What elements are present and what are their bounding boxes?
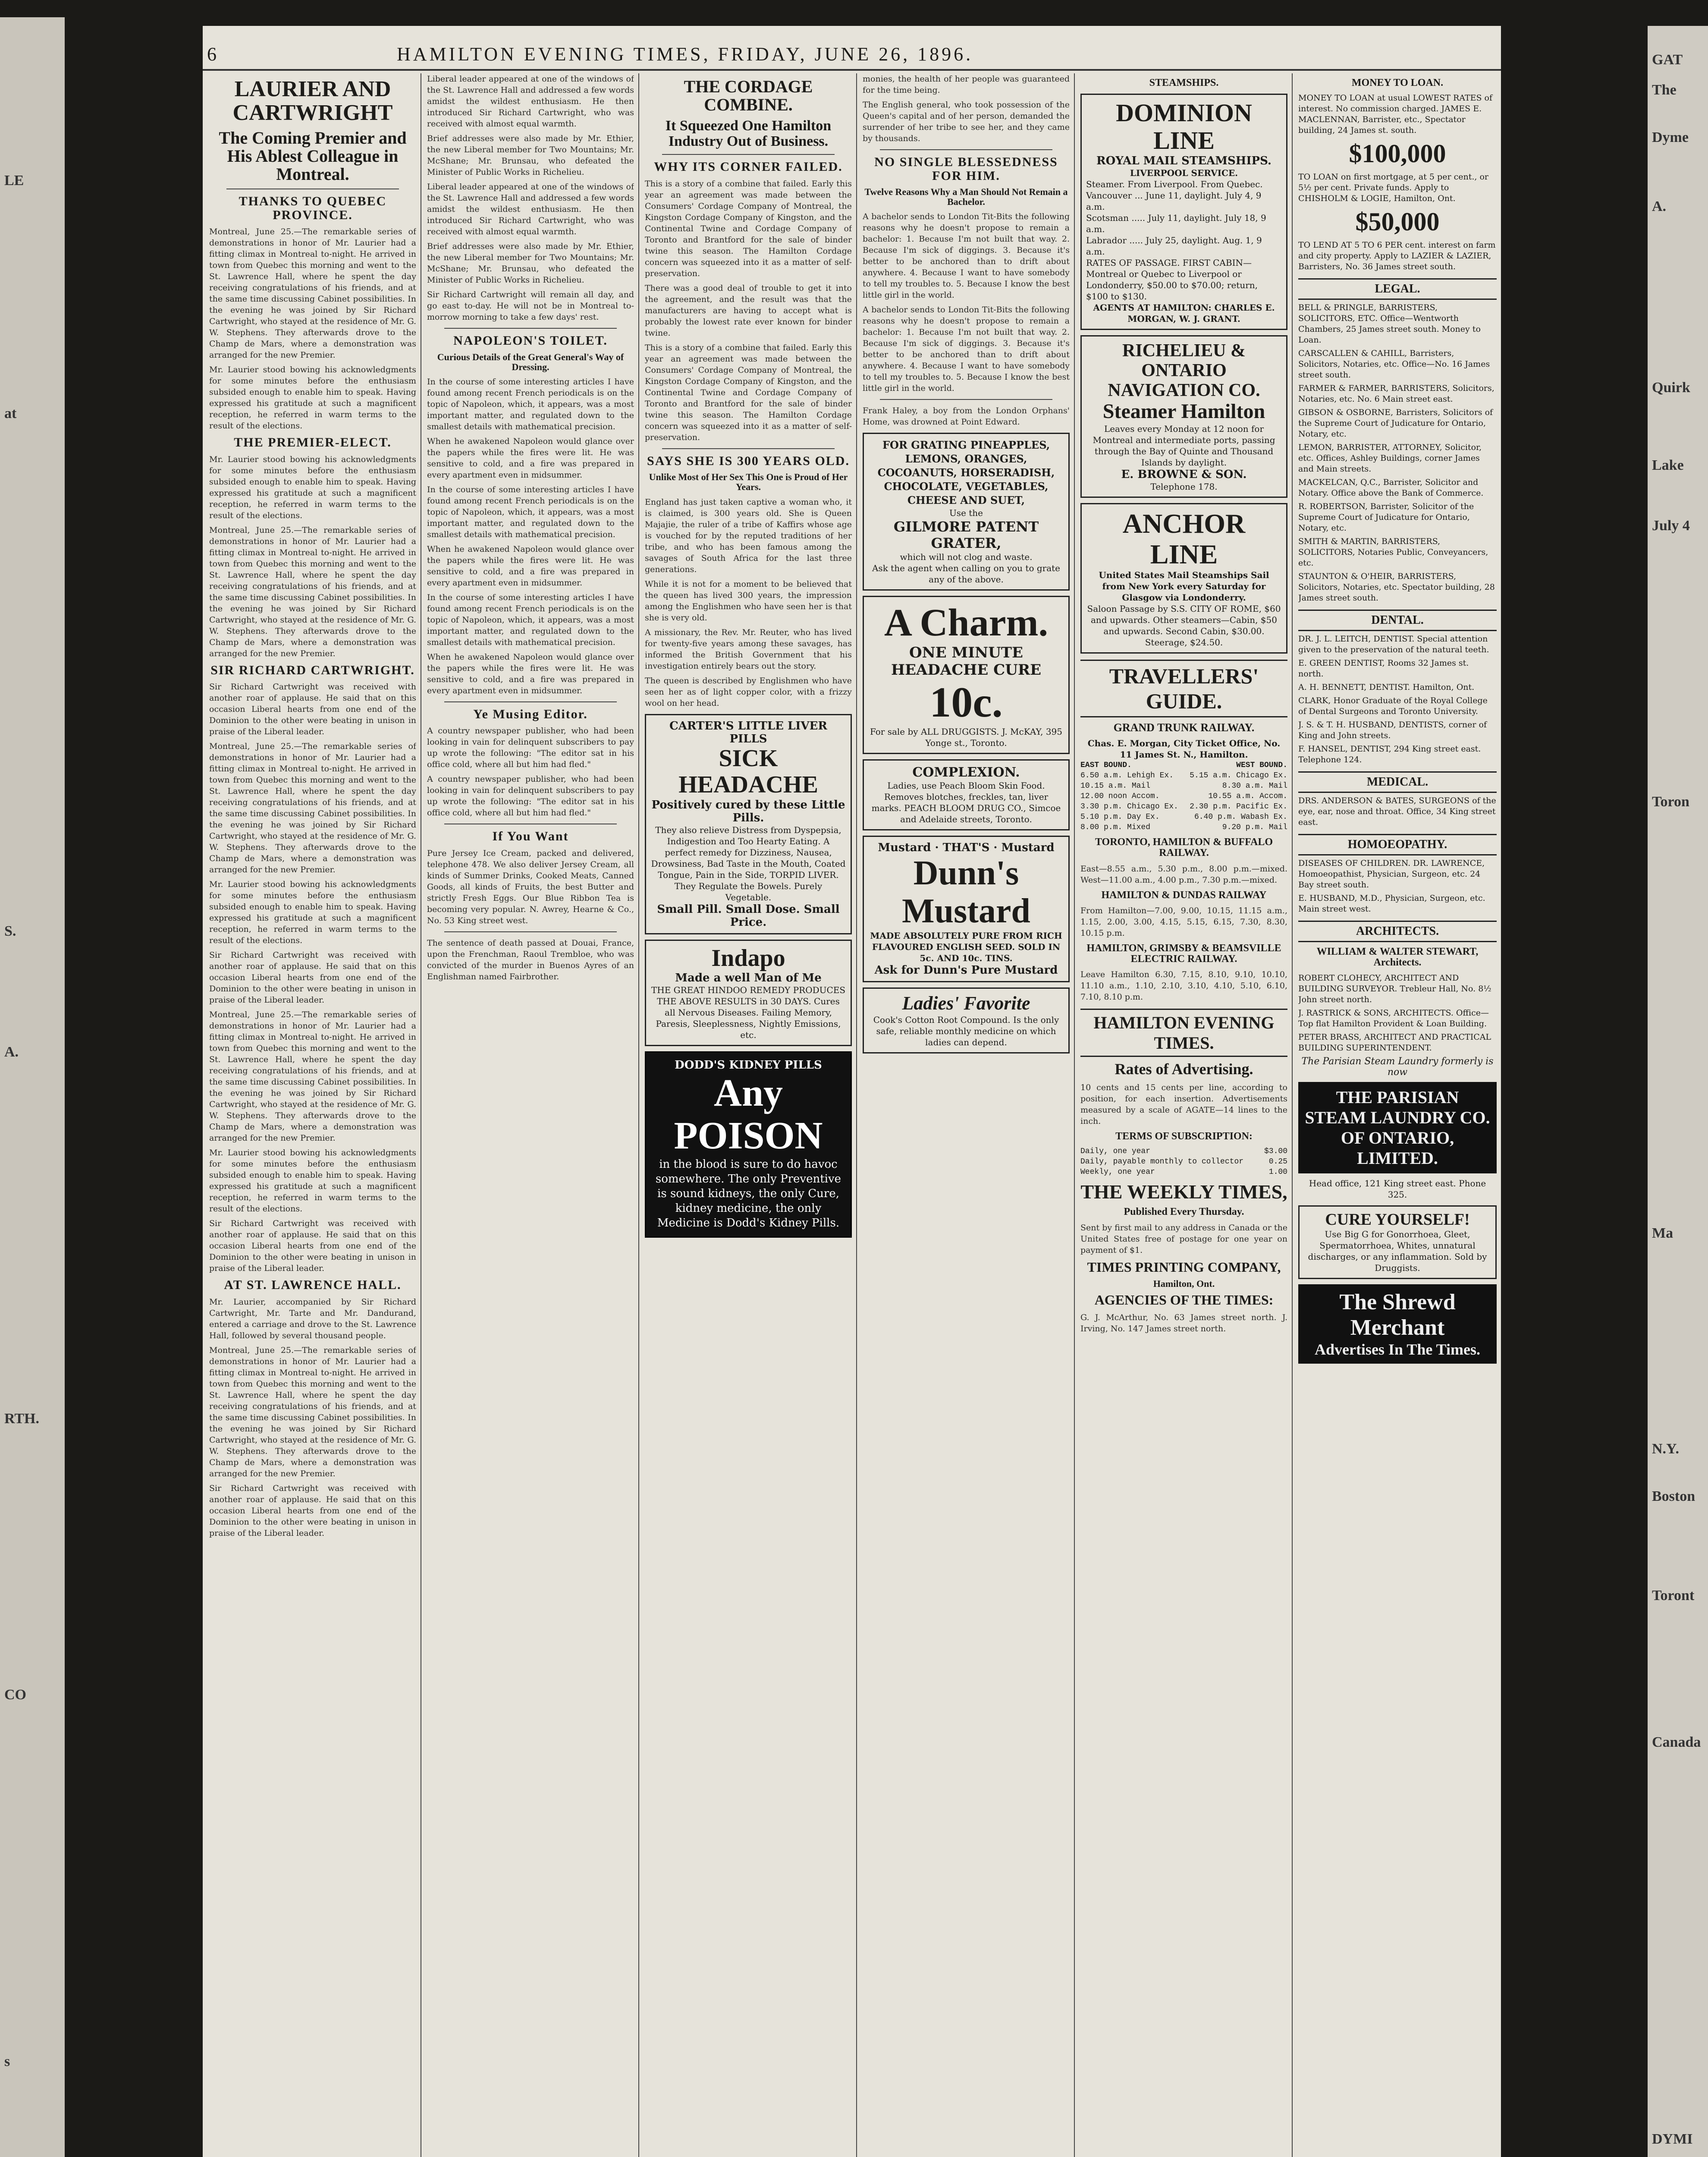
professional-card: F. HANSEL, DENTIST, 294 King street east. Telephone 124. [1298, 744, 1481, 765]
article-paragraph: England has just taken captive a woman who, it is claimed, is 300 years old. She is Queen Majajie, the ruler of a tribe of Kaffirs whose age is vouched for by the reputed traditions of her tribe, and who has been famous among the savages of South Africa for the last three generations. [645, 497, 852, 574]
article-paragraph: In the course of some interesting articles I have found among recent French periodicals is on the topic of Napoleon, which, it appears, was a most important matter, and regulated down to the smallest details with mathematical precision. [427, 377, 634, 431]
edge-word: GAT [1652, 52, 1683, 68]
architect-card: J. RASTRICK & SONS, ARCHITECTS. Office—Top flat Hamilton Provident & Loan Building. [1298, 1008, 1489, 1028]
timetable-row [1080, 802, 1287, 812]
terms-row [1080, 1167, 1287, 1177]
dental-heading: DENTAL. [1298, 610, 1497, 631]
section-heading: THANKS TO QUEBEC PROVINCE. [239, 194, 387, 222]
section-heading: THE PREMIER-ELECT. [234, 435, 392, 450]
ad-title: The Shrewd Merchant [1339, 1290, 1456, 1340]
ad-subtitle: United States Mail Steamships Sail from New York every Saturday for Glasgow via Londonderry. [1099, 569, 1269, 603]
article-paragraph: Mr. Laurier stood bowing his acknowledgments for some minutes before the enthusiasm subsided enough to enable him to speak. Having expressed his gratitude at such a magnificent reception, he referred in warm terms to the result of the elections. [209, 365, 416, 431]
ad-text: which will not clog and waste. [900, 552, 1033, 563]
edge-word: A. [1652, 198, 1667, 214]
section-heading: NAPOLEON'S TOILET. [453, 333, 608, 348]
ad-tagline: Small Pill. Small Dose. Small Price. [657, 902, 840, 929]
timetable-row [1080, 812, 1287, 822]
ad-title: GILMORE PATENT GRATER, [893, 519, 1039, 552]
legal-card: STAUNTON & O'HEIR, BARRISTERS, Solicitors, Notaries, etc. Spectator building, 28 James street south. [1298, 572, 1495, 603]
ad-price: 10c. [929, 678, 1003, 726]
ad-subtitle: ROYAL MAIL STEAMSHIPS. [1096, 154, 1272, 167]
schedule-row: Steamer. From Liverpool. From Quebec. [1086, 179, 1263, 189]
article-paragraph: A bachelor sends to London Tit-Bits the following reasons why he doesn't propose to remain a bachelor: 1. Because I'm not built that way. 2. Because I'm sick of diggings. 3. Because it's better to be anchored than to drift about anywhere. 4. Because I want to have somebody to tell my troubles to. 5. Because I know the best little girl in the world. [863, 212, 1070, 300]
railway-name: HAMILTON, GRIMSBY & BEAMSVILLE ELECTRIC RAILWAY. [1086, 942, 1281, 965]
article-paragraph: This is a story of a combine that failed. Early this year an agreement was made between the Consumers' Cordage Company of Montreal, the Kingston Cordage Company of Kingston, and the Continental Twine and Cordage Company of Toronto and Brantford for the sale of binder twine this season. The Hamilton Cordage concern was squeezed into it as a matter of self-preservation. [645, 179, 852, 278]
east-train: 8.00 p.m. Mixed [1080, 823, 1151, 832]
article-paragraph: Sir Richard Cartwright was received with another roar of applause. He said that on this occasion Liberal hearts from one end of the Dominion to the other were beating in unison in praise of the Liberal leader. [209, 1219, 416, 1273]
laundry-address: Head office, 121 King street east. Phone 325. [1309, 1178, 1486, 1200]
terms-row [1080, 1157, 1287, 1167]
article-paragraph: Brief addresses were also made by Mr. Ethier, the new Liberal member for Two Mountains; Mr. McShane; Mr. Brunsau, who defeated the Minister of Public Works in Richelieu. [427, 242, 634, 285]
dental-card: E. GREEN DENTIST, Rooms 32 James st. north. [1298, 658, 1469, 679]
running-head: HAMILTON EVENING TIMES, FRIDAY, JUNE 26, 1896. [397, 44, 973, 65]
travellers-guide-title: TRAVELLERS' GUIDE. [1080, 660, 1287, 717]
west-train: 5.15 a.m. Chicago Ex. [1190, 771, 1287, 780]
edge-word: DYMI [1652, 2131, 1693, 2147]
richelieu-ontario-ad [1080, 335, 1287, 498]
railway-name: HAMILTON & DUNDAS RAILWAY [1101, 889, 1267, 901]
schedule-row: Scotsman ..... July 11, daylight. July 18, 9 a.m. [1086, 212, 1266, 234]
edge-word: RTH. [4, 1411, 39, 1427]
legal-cards [1298, 302, 1497, 604]
newspaper-page [203, 26, 1501, 2157]
homeopathy-card: DISEASES OF CHILDREN. DR. LAWRENCE, Homoeopathist, Physician, Surgeon, etc. 24 Bay street south. [1298, 858, 1485, 890]
subheadline: Twelve Reasons Why a Man Should Not Remain a Bachelor. [864, 186, 1068, 208]
legal-card: CARSCALLEN & CAHILL, Barristers, Solicitors, Notaries, etc. Office—No. 16 James street south. [1298, 349, 1490, 380]
section-heading: Ye Musing Editor. [473, 707, 588, 721]
west-train: 6.40 p.m. Wabash Ex. [1194, 813, 1287, 822]
west-train: 8.30 a.m. Mail [1222, 782, 1287, 791]
article-paragraph: A country newspaper publisher, who had been looking in vain for delinquent subscribers to pay up wrote the following: "The editor sat in his office cold, where all but him had fled." [427, 726, 634, 770]
terms-heading: TERMS OF SUBSCRIPTION: [1115, 1130, 1253, 1142]
weekly-times-text: Sent by first mail to any address in Canada or the United States free of postage for one year on payment of $1. [1080, 1223, 1287, 1255]
article-paragraph: When he awakened Napoleon would glance over the papers while the fires were lit. He was sensitive to cold, and a fire was prepared in every apartment even in midsummer. [427, 544, 634, 588]
homeopathy-card: E. HUSBAND, M.D., Physician, Surgeon, etc. Main street west. [1298, 893, 1485, 914]
article-paragraph: The queen is described by Englishmen who have seen her as of light copper color, with a frizzy wool on her head. [645, 676, 852, 708]
ad-text: Ladies, use Peach Bloom Skin Food. Removes blotches, freckles, tan, liver marks. PEACH BLOOM DRUG CO., Simcoe and Adelaide streets, Toronto. [871, 780, 1061, 825]
section-heading: STEAMSHIPS. [1149, 77, 1219, 88]
edge-word: Boston [1652, 1488, 1695, 1504]
article-paragraph: Liberal leader appeared at one of the windows of the St. Lawrence Hall and addressed a few words amidst the wildest enthusiasm. He then introduced Sir Richard Cartwright, who was received with almost equal warmth. [427, 182, 634, 236]
dunns-mustard-ad [863, 836, 1070, 982]
edge-word: LE [4, 173, 24, 189]
ad-subtitle: Positively cured by these Little Pills. [651, 798, 845, 824]
professional-card: DRS. ANDERSON & BATES, SURGEONS of the eye, ear, nose and throat. Office, 34 King street east. [1298, 796, 1496, 827]
ticket-office: Chas. E. Morgan, City Ticket Office, No. 11 James St. N., Hamilton. [1087, 738, 1281, 760]
column-3 [645, 73, 852, 2157]
edge-word: s [4, 2053, 10, 2069]
east-bound-label: EAST BOUND. [1080, 761, 1132, 770]
indapo-ad [645, 940, 852, 1047]
ad-title: CURE YOURSELF! [1325, 1210, 1470, 1229]
divider [662, 448, 835, 449]
carters-pills-ad [645, 714, 852, 934]
legal-card: SMITH & MARTIN, BARRISTERS, SOLICITORS, Notaries Public, Conveyancers, etc. [1298, 537, 1488, 568]
edge-word: Lake [1652, 457, 1684, 473]
headache-cure-ad [863, 596, 1070, 754]
edge-word: CO [4, 1687, 26, 1703]
terms-price: 0.25 [1268, 1157, 1287, 1167]
dominion-line-ad [1080, 94, 1287, 330]
column-rule [856, 73, 857, 2157]
ad-title: COMPLEXION. [912, 765, 1020, 780]
times-title: HAMILTON EVENING TIMES. [1080, 1009, 1287, 1057]
ad-text: Cook's Cotton Root Compound. Is the only safe, reliable monthly medicine on which ladies can depend. [873, 1014, 1059, 1047]
dental-card: A. H. BENNETT, DENTIST. Hamilton, Ont. [1298, 682, 1475, 692]
parisian-laundry-ad: THE PARISIAN STEAM LAUNDRY CO. OF ONTARIO, LIMITED. [1298, 1082, 1497, 1173]
subheadline: The Coming Premier and His Ablest Colleague in Montreal. [219, 128, 407, 184]
section-heading: If You Want [492, 829, 569, 844]
timetable-header [1080, 760, 1287, 770]
article-paragraph: Montreal, June 25.—The remarkable series of demonstrations in honor of Mr. Laurier had a fitting climax in Montreal to-night. He arrived in town from Quebec this morning and went to the St. Lawrence Hall, where he spent the day receiving congratulations of his friends, and at the same time discussing Cabinet possibilities. In the evening he was joined by Sir Richard Cartwright, who stayed at the residence of Mr. G. W. Stephens. They afterwards drove to the Champ de Mars, where a demonstration was arranged for the new Premier. [209, 1010, 416, 1143]
rates-text: 10 cents and 15 cents per line, according to position, for each insertion. Advertisements measured by a scale of AGATE—14 lines to the inch. [1080, 1082, 1287, 1126]
previous-page-edge [0, 17, 65, 2157]
column-rule [1292, 73, 1293, 2157]
ad-text: Telephone 178. [1150, 481, 1218, 492]
architect-card: PETER BRASS, ARCHITECT AND PRACTICAL BUILDING SUPERINTENDENT. [1298, 1032, 1491, 1053]
legal-card: GIBSON & OSBORNE, Barristers, Solicitors of the Supreme Court of Judicature for Ontario, Notary, etc. [1298, 408, 1493, 439]
company-name: TIMES PRINTING COMPANY, [1087, 1259, 1281, 1275]
section-heading: SAYS SHE IS 300 YEARS OLD. [647, 453, 850, 468]
article-paragraph: Liberal leader appeared at one of the windows of the St. Lawrence Hall and addressed a few words amidst the wildest enthusiasm. He then introduced Sir Richard Cartwright, who was received with almost equal warmth. [427, 74, 634, 129]
schedule-row: Vancouver ... June 11, daylight. July 4, 9 a.m. [1086, 190, 1262, 212]
ad-title: SICK HEADACHE [678, 745, 818, 799]
column-6 [1298, 73, 1497, 2157]
east-train: 10.15 a.m. Mail [1080, 782, 1151, 791]
article-paragraph: In the course of some interesting articles I have found among recent French periodicals is on the topic of Napoleon, which, it appears, was a most important matter, and regulated down to the smallest details with mathematical precision. [427, 484, 634, 539]
schedule-text: Leave Hamilton 6.30, 7.15, 8.10, 9.10, 10.10, 11.10 a.m., 1.10, 2.10, 3.10, 4.10, 5.10, 6.10, 7.10, 8.10 p.m. [1080, 970, 1287, 1002]
article-paragraph: There was a good deal of trouble to get it into the agreement, and the result was that the manufacturers are having to accept what is probably the lowest rate ever known for binder twine. [645, 283, 852, 338]
headline: THE CORDAGE COMBINE. [684, 77, 813, 114]
section-heading: AT ST. LAWRENCE HALL. [224, 1278, 402, 1292]
east-train: 5.10 p.m. Day Ex. [1080, 813, 1160, 822]
architect-cards [1298, 973, 1497, 1053]
ad-text: Ask the agent when calling on you to grate any of the above. [872, 563, 1060, 585]
article-paragraph: Montreal, June 25.—The remarkable series of demonstrations in honor of Mr. Laurier had a fitting climax in Montreal to-night. He arrived in town from Quebec this morning and went to the St. Lawrence Hall, where he spent the day receiving congratulations of his friends, and at the same time discussing Cabinet possibilities. In the evening he was joined by Sir Richard Cartwright, who stayed at the residence of Mr. G. W. Stephens. They afterwards drove to the Champ de Mars, where a demonstration was arranged for the new Premier. [209, 742, 416, 875]
homeopathy-heading: HOMOEOPATHY. [1298, 834, 1497, 855]
ad-title: Ladies' Favorite [902, 993, 1030, 1014]
agencies-text: G. J. McArthur, No. 63 James street north. J. Irving, No. 147 James street north. [1080, 1312, 1287, 1333]
east-train: 6.50 a.m. Lehigh Ex. [1080, 771, 1174, 780]
legal-card: FARMER & FARMER, BARRISTERS, Solicitors, Notaries, etc. No. 6 Main street east. [1298, 384, 1494, 404]
terms-label: Daily, payable monthly to collector [1080, 1157, 1244, 1167]
article-paragraph: A missionary, the Rev. Mr. Reuter, who has lived for twenty-five years among these savages, has informed the British Government that his investigation entirely bears out the story. [645, 627, 852, 671]
dodds-kidney-pills-ad [645, 1051, 852, 1238]
edge-word: Ma [1652, 1225, 1673, 1241]
divider [444, 701, 617, 702]
ad-title: Indapo [711, 944, 785, 972]
east-train: 3.30 p.m. Chicago Ex. [1080, 802, 1178, 811]
big-g-ad [1298, 1205, 1497, 1280]
ad-topline: Mustard · THAT'S · Mustard [878, 841, 1055, 855]
ad-text: For sale by ALL DRUGGISTS. J. McKAY, 395 Yonge st., Toronto. [870, 726, 1063, 748]
ad-text: Use the [949, 508, 983, 519]
section-heading: SIR RICHARD CARTWRIGHT. [210, 663, 415, 677]
rates-heading: Rates of Advertising. [1115, 1060, 1253, 1078]
divider [444, 328, 617, 329]
section-heading: NO SINGLE BLESSEDNESS FOR HIM. [874, 155, 1058, 183]
article-paragraph: Sir Richard Cartwright was received with another roar of applause. He said that on this occasion Liberal hearts from one end of the Dominion to the other were beating in unison in praise of the Liberal leader. [209, 1483, 416, 1538]
west-train: 10.55 a.m. Accom. [1208, 792, 1287, 801]
edge-word: at [4, 406, 17, 421]
ad-subtitle: ONE MINUTE HEADACHE CURE [891, 644, 1042, 679]
article-paragraph: When he awakened Napoleon would glance over the papers while the fires were lit. He was sensitive to cold, and a fire was prepared in every apartment even in midsummer. [427, 652, 634, 695]
legal-card: LEMON, BARRISTER, ATTORNEY, Solicitor, etc. Offices, Ashley Buildings, corner James and Main streets. [1298, 443, 1482, 474]
ladies-favorite-ad [863, 987, 1070, 1053]
article-paragraph: Sir Richard Cartwright was received with another roar of applause. He said that on this occasion Liberal hearts from one end of the Dominion to the other were beating in unison in praise of the Liberal leader. [209, 682, 416, 737]
next-page-edge [1648, 26, 1708, 2157]
edge-word: Toront [1652, 1588, 1695, 1604]
subheadline: Curious Details of the Great General's Way of Dressing. [437, 351, 624, 372]
edge-word: A. [4, 1044, 19, 1060]
article-paragraph: Brief addresses were also made by Mr. Ethier, the new Liberal member for Two Mountains; Mr. McShane; Mr. Brunsau, who defeated the Minister of Public Works in Richelieu. [427, 134, 634, 177]
architect-card: ROBERT CLOHECY, ARCHITECT AND BUILDING SURVEYOR. Trebleur Hall, No. 8½ John street north. [1298, 973, 1491, 1004]
divider [662, 154, 835, 155]
edge-word: July 4 [1652, 518, 1690, 534]
legal-card: MACKELCAN, Q.C., Barrister, Solicitor and Notary. Office above the Bank of Commerce. [1298, 478, 1484, 498]
article-paragraph: Montreal, June 25.—The remarkable series of demonstrations in honor of Mr. Laurier had a fitting climax in Montreal to-night. He arrived in town from Quebec this morning and went to the St. Lawrence Hall, where he spent the day receiving congratulations of his friends, and at the same time discussing Cabinet possibilities. In the evening he was joined by Sir Richard Cartwright, who stayed at the residence of Mr. G. W. Stephens. They afterwards drove to the Champ de Mars, where a demonstration was arranged for the new Premier. [209, 227, 416, 360]
railway-name: TORONTO, HAMILTON & BUFFALO RAILWAY. [1095, 836, 1273, 859]
legal-card: R. ROBERTSON, Barrister, Solicitor of the Supreme Court of Judicature for Ontario, Notary, etc. [1298, 502, 1474, 533]
dental-card: CLARK, Honor Graduate of the Royal College of Dental Surgeons and Toronto University. [1298, 696, 1488, 717]
timetable-row [1080, 781, 1287, 791]
ad-title: Dunn's Mustard [902, 854, 1030, 931]
edge-word: S. [4, 923, 16, 939]
article-paragraph: A country newspaper publisher, who had been looking in vain for delinquent subscribers to pay up wrote the following: "The editor sat in his office cold, where all but him had fled." [427, 774, 634, 818]
timetable-row [1080, 822, 1287, 833]
article-paragraph: This is a story of a combine that failed. Early this year an agreement was made between the Consumers' Cordage Company of Montreal, the Kingston Cordage Company of Kingston, and the Continental Twine and Cordage Company of Toronto and Brantford for the sale of binder twine this season. The Hamilton Cordage concern was squeezed into it as a matter of self-preservation. [645, 343, 852, 442]
ad-title: Any POISON [674, 1072, 823, 1157]
article-paragraph: Montreal, June 25.—The remarkable series of demonstrations in honor of Mr. Laurier had a fitting climax in Montreal to-night. He arrived in town from Quebec this morning and went to the St. Lawrence Hall, where he spent the day receiving congratulations of his friends, and at the same time discussing Cabinet possibilities. In the evening he was joined by Sir Richard Cartwright, who stayed at the residence of Mr. G. W. Stephens. They afterwards drove to the Champ de Mars, where a demonstration was arranged for the new Premier. [209, 1345, 416, 1478]
architects-title: WILLIAM & WALTER STEWART, Architects. [1316, 946, 1479, 968]
article-paragraph: Mr. Laurier, accompanied by Sir Richard Cartwright, Mr. Tarte and Mr. Dandurand, entered a carriage and drove to the St. Lawrence Hall, followed by several thousand people. [209, 1297, 416, 1340]
article-paragraph: Mr. Laurier stood bowing his acknowledgments for some minutes before the enthusiasm subsided enough to enable him to speak. Having expressed his gratitude at such a magnificent reception, he referred in warm terms to the result of the elections. [209, 880, 416, 946]
divider [880, 149, 1052, 150]
divider [880, 399, 1052, 400]
ad-brand: DODD'S KIDNEY PILLS [675, 1059, 822, 1072]
article-paragraph: Frank Haley, a boy from the London Orphans' Home, was drowned at Point Edward. [863, 406, 1070, 427]
complexion-ad [863, 759, 1070, 830]
schedule-row: Labrador ..... July 25, daylight. Aug. 1, 9 a.m. [1086, 235, 1262, 257]
legal-heading: LEGAL. [1298, 278, 1497, 300]
article-paragraph: When he awakened Napoleon would glance over the papers while the fires were lit. He was sensitive to cold, and a fire was prepared in every apartment even in midsummer. [427, 436, 634, 480]
schedule-text: From Hamilton—7.00, 9.00, 10.15, 11.15 a.m., 1.15, 2.00, 3.00, 4.15, 5.15, 6.15, 7.30, 8.30, 10.15 p.m. [1080, 906, 1287, 938]
article-paragraph: monies, the health of her people was guaranteed for the time being. [863, 74, 1070, 95]
weekly-times-subtitle: Published Every Thursday. [1124, 1206, 1244, 1218]
article-paragraph: Pure Jersey Ice Cream, packed and delivered, telephone 478. We also deliver Jersey Cream, all kinds of Summer Drinks, Cooked Meats, Canned Goods, all kinds of Fruits, the best Butter and strictly Fresh Eggs. Our Blue Ribbon Tea is becoming very popular. N. Awrey, Hearne & Co., No. 53 King street west. [427, 848, 634, 925]
loan-amount: $100,000 [1349, 139, 1446, 168]
ad-subtitle: Made a well Man of Me [675, 972, 822, 985]
loan-card: TO LOAN on first mortgage, at 5 per cent., or 5½ per cent. Private funds. Apply to CHISHOLM & LOGIE, Hamilton, Ont. [1298, 172, 1488, 204]
article-paragraph: Mr. Laurier stood bowing his acknowledgments for some minutes before the enthusiasm subsided enough to enable him to speak. Having expressed his gratitude at such a magnificent reception, he referred in warm terms to the result of the elections. [209, 1148, 416, 1214]
ad-text: MADE ABSOLUTELY PURE FROM RICH FLAVOURED ENGLISH SEED. SOLD IN 5c. AND 10c. TINS. [870, 931, 1062, 964]
ad-tagline: Ask for Dunn's Pure Mustard [874, 964, 1058, 977]
ad-text: THE GREAT HINDOO REMEDY PRODUCES THE ABOVE RESULTS in 30 DAYS. Cures all Nervous Diseases. Failing Memory, Paresis, Sleeplessness, Nightly Emissions, etc. [651, 985, 846, 1041]
article-paragraph: Montreal, June 25.—The remarkable series of demonstrations in honor of Mr. Laurier had a fitting climax in Montreal to-night. He arrived in town from Quebec this morning and went to the St. Lawrence Hall, where he spent the day receiving congratulations of his friends, and at the same time discussing Cabinet possibilities. In the evening he was joined by Sir Richard Cartwright, who stayed at the residence of Mr. G. W. Stephens. They afterwards drove to the Champ de Mars, where a demonstration was arranged for the new Premier. [209, 525, 416, 658]
ad-title: A Charm. [884, 601, 1048, 645]
ad-text: FOR GRATING PINEAPPLES, LEMONS, ORANGES, COCOANUTS, HORSERADISH, CHOCOLATE, VEGETABLES, CHEESE AND SUET, [877, 439, 1055, 507]
article-paragraph: Mr. Laurier stood bowing his acknowledgments for some minutes before the enthusiasm subsided enough to enable him to speak. Having expressed his gratitude at such a magnificent reception, he referred in warm terms to the result of the elections. [209, 454, 416, 520]
dental-card: J. S. & T. H. HUSBAND, DENTISTS, corner of King and John streets. [1298, 720, 1487, 741]
ad-text: Use Big G for Gonorrhoea, Gleet, Spermatorrhoea, Whites, unnatural discharges, or any inflammation. Sold by Druggists. [1308, 1229, 1487, 1273]
medical-heading: MEDICAL. [1298, 771, 1497, 793]
loan-card: TO LEND AT 5 TO 6 PER cent. interest on farm and city property. Apply to LAZIER & LAZIER, Barristers, No. 36 James street south. [1298, 240, 1496, 272]
terms-label: Daily, one year [1080, 1147, 1151, 1156]
anchor-line-ad [1080, 503, 1287, 654]
ad-text: They also relieve Distress from Dyspepsia, Indigestion and Too Hearty Eating. A perfect remedy for Dizziness, Nausea, Drowsiness, Bad Taste in the Mouth, Coated Tongue, Pain in the Side, TORPID LIVER. They Regulate the Bowels. Purely Vegetable. [651, 824, 846, 902]
loan-card: MONEY TO LOAN at usual LOWEST RATES of interest. No commission charged. JAMES E. MACLENNAN, Barrister, etc., Spectator building, 24 James st. south. [1298, 93, 1493, 135]
edge-word: Canada [1652, 1734, 1701, 1750]
article-paragraph: The sentence of death passed at Douai, France, upon the Frenchman, Raoul Trembloe, who was convicted of the murder in Buenos Ayres of an Englishman named Fairbrother. [427, 938, 634, 981]
edge-word: Dyme [1652, 129, 1689, 145]
agencies-heading: AGENCIES OF THE TIMES: [1094, 1292, 1274, 1308]
column-4 [863, 73, 1070, 2157]
column-1 [209, 73, 416, 2157]
laundry-topline: The Parisian Steam Laundry formerly is now [1301, 1056, 1494, 1078]
subheadline: Unlike Most of Her Sex This One is Proud of Her Years. [649, 472, 848, 493]
ad-text: Leaves every Monday at 12 noon for Montreal and intermediate ports, passing through the Bay of Quinte and Thousand Islands by daylight. [1093, 424, 1275, 468]
article-paragraph: A bachelor sends to London Tit-Bits the following reasons why he doesn't propose to remain a bachelor: 1. Because I'm not built that way. 2. Because I'm sick of diggings. 3. Because it's better to be anchored than to drift about anywhere. 4. Because I want to have somebody to tell my troubles to. 5. Because I know the best little girl in the world. [863, 305, 1070, 393]
section-heading: WHY ITS CORNER FAILED. [654, 160, 843, 174]
ad-text: in the blood is sure to do havoc somewhere. The only Preventive is sound kidneys, the only Cure, kidney medicine, the only Medicine is Dodd's Kidney Pills. [655, 1158, 841, 1230]
masthead [203, 26, 1501, 71]
article-paragraph: Sir Richard Cartwright was received with another roar of applause. He said that on this occasion Liberal hearts from one end of the Dominion to the other were beating in unison in praise of the Liberal leader. [209, 950, 416, 1005]
ad-subtitle: Steamer Hamilton [1102, 400, 1265, 423]
west-train: 9.20 p.m. Mail [1222, 823, 1287, 832]
dental-card: DR. J. L. LEITCH, DENTIST. Special attention given to the preservation of the natural teeth. [1298, 634, 1489, 655]
column-2 [427, 73, 634, 2157]
edge-word: N.Y. [1652, 1441, 1679, 1457]
legal-card: BELL & PRINGLE, BARRISTERS, SOLICITORS, ETC. Office—Wentworth Chambers, 25 James street south. Money to Loan. [1298, 303, 1481, 345]
ad-text: Saloon Passage by S.S. CITY OF ROME, $60 and upwards. Other steamers—Cabin, $50 and upwards. Second Cabin, $30.00. Steerage, $24.50. [1087, 603, 1281, 648]
timetable [1080, 770, 1287, 833]
homeopathy-cards [1298, 858, 1497, 915]
divider [444, 931, 617, 932]
section-heading: MONEY TO LOAN. [1351, 77, 1444, 88]
terms-price: 1.00 [1268, 1168, 1287, 1177]
shrewd-merchant-ad [1298, 1284, 1497, 1364]
column-5 [1080, 73, 1287, 2157]
subheadline: It Squeezed One Hamilton Industry Out of Business. [665, 118, 832, 149]
ad-title: ANCHOR LINE [1122, 508, 1246, 569]
west-bound-label: WEST BOUND. [1236, 761, 1287, 770]
article-paragraph: While it is not for a moment to be believed that the queen has lived 300 years, the impression among the Englishmen who have seen her is that she is very old. [645, 579, 852, 623]
ad-subtitle: Advertises In The Times. [1314, 1341, 1481, 1358]
terms-row [1080, 1146, 1287, 1157]
ad-agents: AGENTS AT HAMILTON: CHARLES E. MORGAN, W. J. GRANT. [1093, 302, 1275, 324]
company-place: Hamilton, Ont. [1153, 1278, 1215, 1289]
page-number: 6 [207, 44, 217, 65]
terms-label: Weekly, one year [1080, 1168, 1155, 1177]
article-paragraph: Sir Richard Cartwright will remain all day, and go east to-day. He will not be in Montreal to-morrow morning to take a few days' rest. [427, 290, 634, 322]
column-rule [638, 73, 639, 2157]
ad-text: RATES OF PASSAGE. FIRST CABIN—Montreal or Quebec to Liverpool or Londonderry, $50.00 to $70.00; return, $100 to $130. [1086, 257, 1258, 302]
edge-word: Toron [1652, 794, 1689, 810]
ad-brand: CARTER'S LITTLE LIVER PILLS [669, 719, 827, 745]
west-train: 2.30 p.m. Pacific Ex. [1190, 802, 1287, 811]
ad-text: LIVERPOOL SERVICE. [1130, 167, 1238, 178]
ad-title: DOMINION LINE [1116, 99, 1252, 154]
headline: LAURIER AND CARTWRIGHT [232, 77, 393, 125]
article-paragraph: In the course of some interesting articles I have found among recent French periodicals is on the topic of Napoleon, which, it appears, was a most important matter, and regulated down to the smallest details with mathematical precision. [427, 592, 634, 647]
edge-word: Quirk [1652, 380, 1690, 396]
gilmore-grater-ad [863, 433, 1070, 591]
dental-cards [1298, 634, 1497, 741]
schedule-text: East—8.55 a.m., 5.30 p.m., 8.00 p.m.—mixed. West—11.00 a.m., 4.00 p.m., 7.30 p.m.—mixed. [1080, 864, 1287, 885]
railway-name: GRAND TRUNK RAILWAY. [1113, 721, 1255, 734]
weekly-times-title: THE WEEKLY TIMES, [1080, 1181, 1287, 1203]
architects-heading: ARCHITECTS. [1298, 921, 1497, 942]
timetable-row [1080, 791, 1287, 802]
terms-price: $3.00 [1264, 1147, 1287, 1156]
loan-amount: $50,000 [1355, 208, 1440, 236]
terms-table [1080, 1146, 1287, 1177]
timetable-row [1080, 770, 1287, 781]
ad-agent: E. BROWNE & SON. [1121, 468, 1247, 481]
edge-word: The [1652, 82, 1677, 98]
article-paragraph: The English general, who took possession of the Queen's capital and of her person, demanded the surrender of her tribe to see her, and they came by thousands. [863, 100, 1070, 143]
column-rule [1074, 73, 1075, 2157]
east-train: 12.00 noon Accom. [1080, 792, 1160, 801]
ad-title: RICHELIEU & ONTARIO NAVIGATION CO. [1108, 340, 1260, 401]
